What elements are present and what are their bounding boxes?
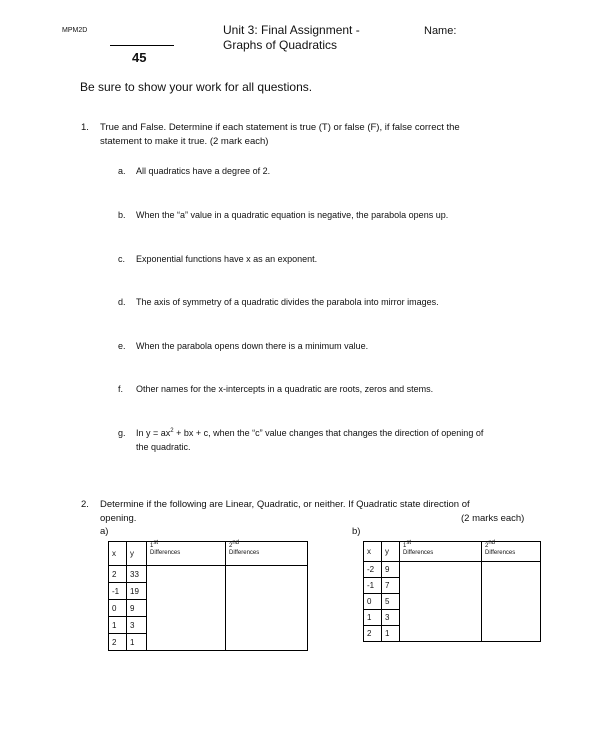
table-a-first-diff-area[interactable]: [147, 566, 226, 651]
table-a-header-second-diff: 2nd Differences: [226, 542, 308, 566]
table-b-x: 2: [364, 626, 382, 642]
item-c: [118, 252, 558, 268]
table-b-header-second-diff: 2nd Differences: [482, 542, 541, 562]
item-d-letter: d.: [118, 297, 126, 307]
table-b-y: 3: [382, 610, 400, 626]
table-b-y: 5: [382, 594, 400, 610]
table-a-x: -1: [109, 583, 127, 600]
table-a-header-y: y: [127, 542, 147, 566]
table-b-x: 1: [364, 610, 382, 626]
table-b-label: b): [352, 526, 361, 537]
item-e-letter: e.: [118, 341, 126, 351]
item-b: [118, 208, 558, 224]
question-1-number: 1.: [81, 122, 89, 133]
table-a-header-first-diff: 1st Differences: [147, 542, 226, 566]
question-1-line-2: statement to make it true. (2 mark each): [100, 136, 269, 147]
table-b-header-first-diff: 1st Differences: [400, 542, 482, 562]
item-b-letter: b.: [118, 210, 126, 220]
item-f: [118, 382, 558, 398]
table-a: [108, 541, 308, 651]
title-line-2: Graphs of Quadratics: [223, 38, 338, 52]
item-g-exponent: 2: [170, 428, 174, 434]
table-a-y: 9: [127, 600, 147, 617]
table-a-x: 0: [109, 600, 127, 617]
item-d: [118, 295, 558, 311]
course-code: MPM2D: [62, 27, 88, 34]
table-a-y: 3: [127, 617, 147, 634]
table-a-x: 2: [109, 566, 127, 583]
item-g-line-2: the quadratic.: [136, 442, 191, 452]
table-a-label: a): [100, 526, 109, 537]
item-g-pre: In y = ax: [136, 428, 171, 438]
item-f-text: Other names for the x-intercepts in a quadratic are roots, zeros and stems.: [136, 384, 434, 394]
question-2-number: 2.: [81, 499, 89, 510]
table-b-header-y: y: [382, 542, 400, 562]
item-g-line-1: [136, 426, 483, 440]
table-b-x: -1: [364, 578, 382, 594]
total-score: 45: [132, 50, 147, 65]
item-g-post: + bx + c, when the “c” value changes that changes the direction of opening of: [173, 428, 484, 438]
question-2-text: [100, 498, 470, 526]
name-label: Name:: [424, 25, 457, 37]
table-a-header-x: x: [109, 542, 127, 566]
table-b-x: -2: [364, 562, 382, 578]
question-1-line-1: True and False. Determine if each statement is true (T) or false (F), if false correct the: [100, 122, 460, 133]
table-b-header-x: x: [364, 542, 382, 562]
table-a-x: 2: [109, 634, 127, 651]
table-a-y: 19: [127, 583, 147, 600]
table-b-y: 1: [382, 626, 400, 642]
item-a: [118, 164, 558, 180]
score-line: [110, 45, 174, 46]
table-a-y: 33: [127, 566, 147, 583]
item-a-text: All quadratics have a degree of 2.: [136, 166, 271, 176]
table-b-y: 7: [382, 578, 400, 594]
item-c-letter: c.: [118, 254, 126, 264]
question-2-line-1: Determine if the following are Linear, Quadratic, or neither. If Quadratic state direction of: [100, 499, 470, 510]
item-e-text: When the parabola opens down there is a minimum value.: [136, 341, 369, 351]
item-g-text: [136, 426, 483, 454]
table-row: [364, 562, 541, 578]
table-b: [363, 541, 541, 642]
item-d-text: The axis of symmetry of a quadratic divides the parabola into mirror images.: [136, 297, 439, 307]
item-g-letter: g.: [118, 428, 126, 438]
question-2-line-2: opening.: [100, 513, 137, 524]
question-2-marks: (2 marks each): [461, 513, 525, 524]
item-b-text: When the “a” value in a quadratic equation is negative, the parabola opens up.: [136, 210, 449, 220]
item-a-letter: a.: [118, 166, 126, 176]
item-f-letter: f.: [118, 384, 124, 394]
table-a-y: 1: [127, 634, 147, 651]
table-b-second-diff-area[interactable]: [482, 562, 541, 642]
item-e: [118, 339, 558, 355]
item-c-text: Exponential functions have x as an exponent.: [136, 254, 318, 264]
table-b-x: 0: [364, 594, 382, 610]
table-row: [109, 566, 308, 583]
question-1-text: [100, 121, 460, 149]
question-1: [81, 121, 561, 151]
table-b-first-diff-area[interactable]: [400, 562, 482, 642]
title-line-1: Unit 3: Final Assignment -: [223, 23, 360, 37]
item-g: [118, 426, 558, 456]
table-a-x: 1: [109, 617, 127, 634]
instructions: Be sure to show your work for all questions.: [80, 80, 313, 94]
table-a-second-diff-area[interactable]: [226, 566, 308, 651]
assignment-title: [223, 23, 360, 53]
table-b-y: 9: [382, 562, 400, 578]
